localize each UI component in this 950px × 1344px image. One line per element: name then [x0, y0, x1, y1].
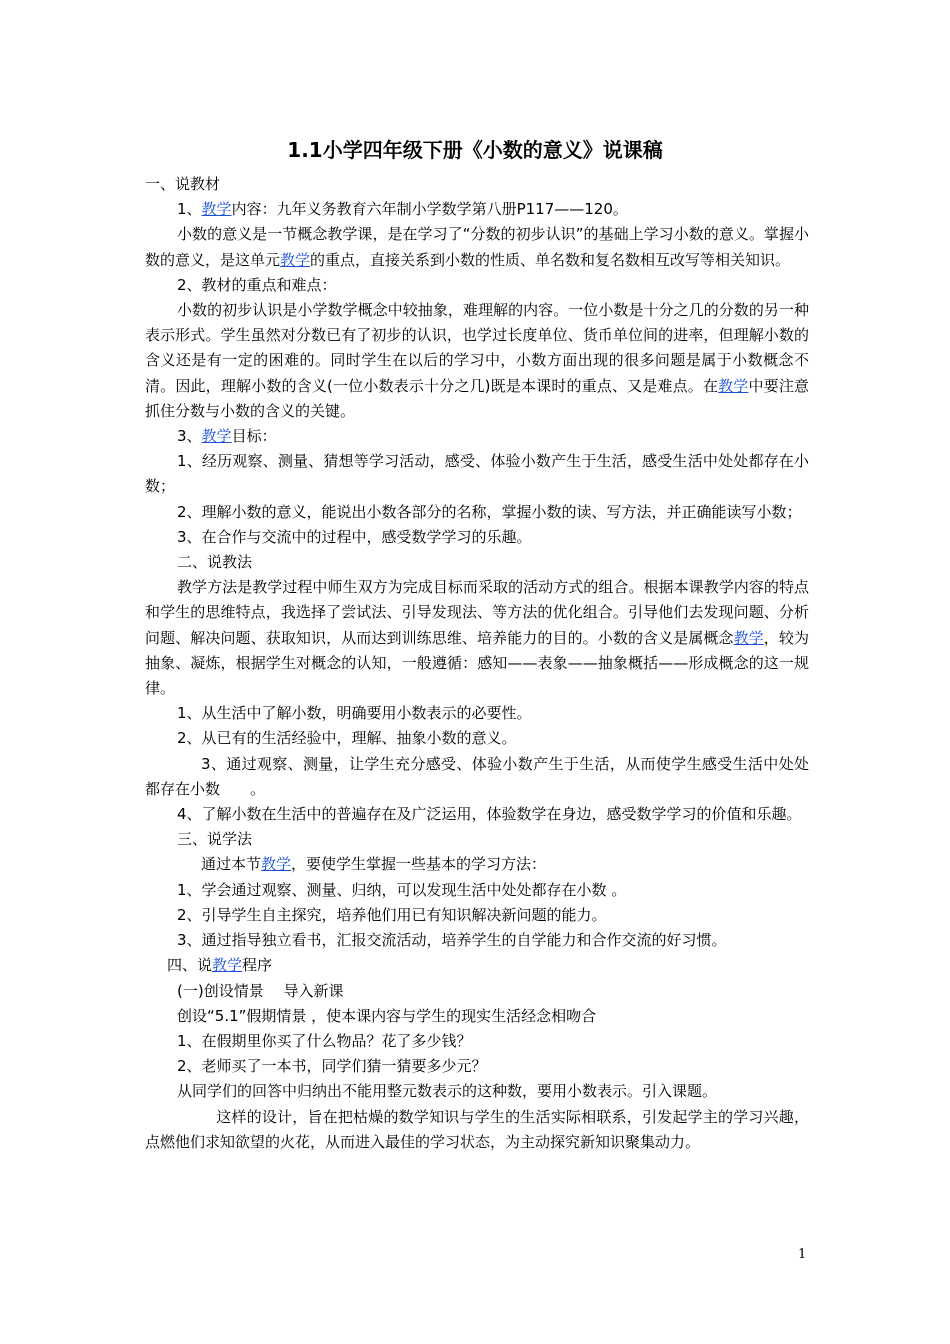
paragraph [145, 449, 809, 499]
teaching-link[interactable]: 教学 [718, 376, 749, 395]
paragraph-text: 2、引导学生自主探究，培养他们用已有知识解决新问题的能力。 [177, 905, 607, 924]
paragraph-text: ，较为抽象、凝炼，根据学生对概念的认知，一般遵循：感知——表象——抽象概括——形成概念的这一规律。 [145, 628, 809, 698]
paragraph-text: 1、经历观察、测量、猜想等学习活动，感受、体验小数产生于生活，感受生活中处处都存在小数； [145, 452, 809, 496]
paragraph-text: 二、说教法 [177, 553, 253, 572]
paragraph-text: 三、说学法 [177, 830, 253, 849]
paragraph-text: 内容：九年义务教育六年制小学数学第八册P117——120。 [231, 200, 628, 219]
teaching-link[interactable]: 教学 [212, 956, 243, 975]
paragraph-text: 小数的意义是一节概念教学课，是在学习了“分数的初步认识”的基础上学习小数的意义。掌握小数的意义，是这单元 [145, 225, 809, 269]
paragraph [145, 802, 809, 827]
teaching-link[interactable]: 教学 [733, 628, 764, 647]
paragraph-text: ，要使学生掌握一些基本的学习方法： [291, 855, 547, 874]
paragraph-text: 2、老师买了一本书，同学们猜一猜要多少元？ [177, 1057, 487, 1076]
paragraph [145, 424, 809, 449]
paragraph [145, 1004, 809, 1029]
paragraph [145, 928, 809, 953]
paragraph-text: 3、 [177, 427, 202, 446]
paragraph-text: (一)创设情景 导入新课 [177, 981, 344, 1000]
paragraph [145, 726, 809, 751]
teaching-link[interactable]: 教学 [280, 250, 311, 269]
paragraph-text: 4、了解小数在生活中的普遍存在及广泛运用，体验数学在身边，感受数学学习的价值和乐趣。 [177, 805, 802, 824]
teaching-link[interactable]: 教学 [201, 200, 232, 219]
paragraph-text: 程序 [242, 956, 273, 975]
document-title: 1.1小学四年级下册《小数的意义》说课稿 [287, 138, 663, 162]
teaching-link[interactable]: 教学 [261, 855, 292, 874]
paragraph-text: 的重点，直接关系到小数的性质、单名数和复名数相互改写等相关知识。 [310, 250, 791, 269]
paragraph [145, 852, 809, 877]
paragraph [145, 550, 809, 575]
paragraph [145, 701, 809, 726]
paragraph [145, 575, 809, 701]
paragraph-text: 3、在合作与交流中的过程中，感受数学学习的乐趣。 [177, 527, 532, 546]
paragraph-text: 1、从生活中了解小数，明确要用小数表示的必要性。 [177, 704, 532, 723]
paragraph-text: 2、教材的重点和难点： [177, 275, 337, 294]
paragraph [145, 1079, 809, 1104]
paragraph [145, 827, 809, 852]
paragraph-text: 目标： [231, 427, 277, 446]
paragraph [145, 752, 809, 802]
paragraph [145, 500, 809, 525]
paragraph-text: 2、从已有的生活经验中，理解、抽象小数的意义。 [177, 729, 517, 748]
paragraph [145, 1054, 809, 1079]
paragraph [145, 979, 809, 1004]
paragraph [145, 298, 809, 424]
paragraph [145, 1105, 809, 1155]
paragraph-text: 中要注意抓住分数与小数的含义的关键。 [145, 376, 809, 420]
paragraph [145, 1029, 809, 1054]
paragraph [145, 903, 809, 928]
paragraph [145, 273, 809, 298]
paragraph-text: 通过本节 [201, 855, 262, 874]
paragraph-text: 3、通过观察、测量，让学生充分感受、体验小数产生于生活，从而使学生感受生活中处处都存在小数 。 [145, 754, 809, 798]
paragraph [145, 172, 809, 197]
paragraph-text: 2、理解小数的意义，能说出小数各部分的名称，掌握小数的读、写方法，并正确能读写小数； [177, 502, 802, 521]
paragraph-text: 从同学们的回答中归纳出不能用整元数表示的这种数，要用小数表示。引入课题。 [177, 1082, 718, 1101]
paragraph-text: 一、说教材 [145, 175, 221, 193]
paragraph-text: 创设“5.1”假期情景 ，使本课内容与学生的现实生活经念相吻合 [177, 1006, 597, 1025]
paragraph-text: 3、通过指导独立看书，汇报交流活动，培养学生的自学能力和合作交流的好习惯。 [177, 931, 727, 950]
paragraph-text: 1、学会通过观察、测量、归纳，可以发现生活中处处都存在小数 。 [177, 880, 627, 899]
paragraph [145, 222, 809, 272]
paragraph-text: 这样的设计，旨在把枯燥的数学知识与学生的生活实际相联系，引发起学主的学习兴趣，点燃他们求知欲望的火花，从而进入最佳的学习状态，为主动探究新知识聚集动力。 [145, 1107, 809, 1151]
paragraph [145, 953, 809, 978]
paragraph-text: 教学方法是教学过程中师生双方为完成目标而采取的活动方式的组合。根据本课教学内容的特点和学生的思维特点，我选择了尝试法、引导发现法、等方法的优化组合。引导他们去发现问题、分析问题、解决问题、获取知识，从而达到训练思维、培养能力的目的。小数的含义是属概念 [145, 578, 809, 647]
page-number: 1 [798, 1247, 807, 1262]
paragraph-text: 小数的初步认识是小学数学概念中较抽象，难理解的内容。一位小数是十分之几的分数的另一种表示形式。学生虽然对分数已有了初步的认识，也学过长度单位、货币单位间的进率，但理解小数的含义还是有一定的困难的。同时学生在以后的学习中，小数方面出现的很多问题是属于小数概念不清。因此，理解小数的含义(一位小数表示十分之几)既是本课时的重点、又是难点。在 [145, 301, 809, 395]
paragraph-text: 四、说 [167, 956, 213, 975]
paragraph-text: 1、在假期里你买了什么物品？花了多少钱？ [177, 1031, 472, 1050]
paragraph [145, 525, 809, 550]
paragraph-text: 1、 [177, 200, 202, 219]
paragraph [145, 878, 809, 903]
teaching-link[interactable]: 教学 [201, 427, 232, 446]
document-body [145, 172, 809, 1155]
paragraph [145, 197, 809, 222]
